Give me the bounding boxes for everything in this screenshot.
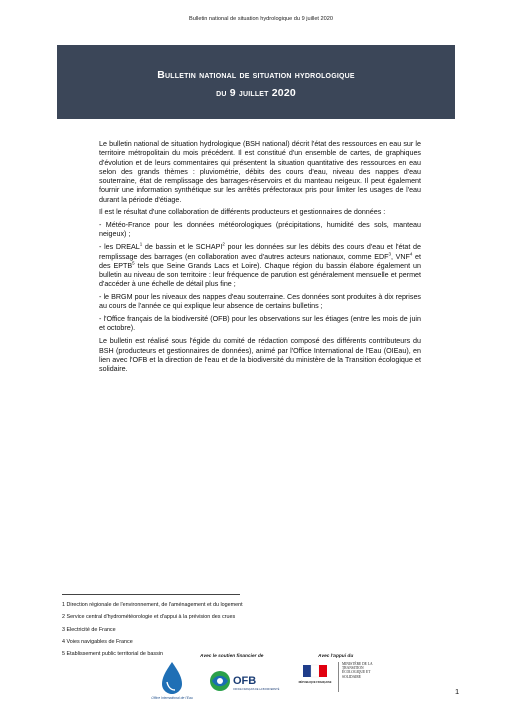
page-title: Bulletin national de situation hydrologique (157, 68, 355, 81)
ofb-item: - l'Office français de la biodiversité (OFB) pour les observations sur les étiages (entre les mois de juin et octobre). (99, 315, 421, 333)
footnote-divider (62, 594, 240, 595)
oieau-text: Office International de l'Eau (151, 696, 193, 700)
oieau-logo (151, 660, 193, 706)
ofb-text: OFB (233, 675, 257, 687)
body-text (99, 140, 421, 378)
page-number: 1 (455, 687, 460, 696)
editorial-paragraph: Le bulletin est réalisé sous l'égide du comité de rédaction composé des différents contributeurs du BSH (producteurs et gestionnaires de données), animé par l'Office International de l'Eau (OIEau), en lien avec l'OFB et la direction de l'eau et de la biodiversité du ministère de la Transition écologique et solidaire. (99, 337, 421, 374)
footnotes (62, 599, 392, 660)
rf-text: RÉPUBLIQUE FRANÇAISE (298, 681, 332, 684)
brgm-item: - le BRGM pour les niveaux des nappes d'eau souterraine. Ces données sont produites à dix reprises au cours de l'année ce qui explique leur absence de certains bulletins ; (99, 293, 421, 311)
ofb-logo (208, 664, 280, 700)
financial-support-label: Avec le soutien financier de (200, 654, 264, 659)
footnote-5: 5 Etablissement public territorial de bassin (62, 651, 163, 658)
page-date: du 9 juillet 2020 (216, 86, 296, 99)
footnote-3: 3 Electricité de France (62, 626, 116, 633)
footnote-4: 4 Voies navigables de France (62, 638, 133, 645)
intro-paragraph: Le bulletin national de situation hydrologique (BSH national) décrit l'état des ressources en eau sur le territoire métropolitain du mois précédent. Il est constitué d'un ensemble de cartes, de graphiques d'évolution et de leurs commentaires qui présentent la situation quantitative des ressources en eau selon des grands thèmes : pluviométrie, débits des cours d'eau, niveau des nappes d'eau souterraine, état de remplissage des barrages-réservoirs et du manteau neigeux. Il peut également fournir une information synthétique sur les arrêtés préfectoraux pris pour limiter les usages de l'eau durant la période d'étiage. (99, 140, 421, 204)
ministry-text: MINISTÈRE DE LA TRANSITION ÉCOLOGIQUE ET SOLIDAIRE (342, 662, 373, 679)
meteo-france-item: - Météo-France pour les données météorologiques (précipitations, humidité des sols, manteau neigeux) ; (99, 221, 421, 239)
ofb-subtext: OFFICE FRANÇAIS DE LA BIODIVERSITÉ (233, 688, 280, 691)
footnote-2: 2 Service central d'hydrométéorologie et d'appui à la prévision des crues (62, 614, 236, 621)
running-head: Bulletin national de situation hydrologique du 9 juillet 2020 (189, 16, 333, 22)
republique-francaise-logo (297, 662, 335, 690)
dreal-schapi-item: - les DREAL$^1$ de bassin et le SCHAPI$^2$ pour les données sur les débits des cours d'eau et l'état de remplissage des barrages (en collaboration avec d'autres acteurs nationaux, comme EDF$^3$, VNF$^4$ et des EPTB$^5$ tels que Seine Grands Lacs et Loire). Chaque région du bassin élabore également un bulletin au niveau de son territoire : leur fréquence de parution est généralement mensuelle et permet d'accéder à une échelle de détail plus fine ; (99, 241, 421, 289)
footnote-1: 1 Direction régionale de l'environnement, de l'aménagement et du logement (62, 602, 243, 608)
collaboration-paragraph: Il est le résultat d'une collaboration de différents producteurs et gestionnaires de données : (99, 208, 386, 217)
title-banner (57, 45, 455, 119)
appui-label: Avec l'appui du (318, 654, 354, 659)
ministry-logo (338, 662, 382, 692)
